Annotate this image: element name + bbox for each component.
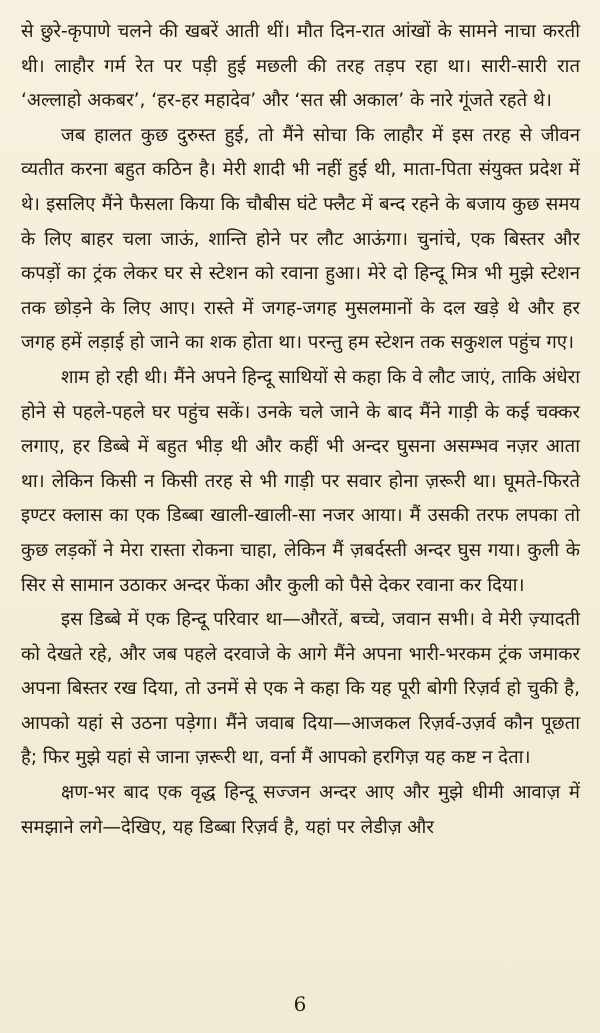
page-number: 6 [293,992,307,1016]
paragraph-5: क्षण-भर बाद एक वृद्ध हिन्दू सज्जन अन्दर आए और मुझे धीमी आवाज़ में समझाने लगे—देखिए, यह डिब्बा रिज़र्व है, यहां पर लेडीज़ और [21,782,580,838]
paragraph-2: जब हालत कुछ दुरुस्त हुई, तो मैंने सोचा कि लाहौर में इस तरह से जीवन व्यतीत करना बहुत कठिन है। मेरी शादी भी नहीं हुई थी, माता-पिता संयुक्त प्रदेश में थे। इसलिए मैंने फैसला किया कि चौबीस घंटे फ्लैट में बन्द रहने के बजाय कुछ समय के लिए बाहर चला जाऊं, शान्ति होने पर लौट आऊंगा। चुनांचे, एक बिस्तर और कपड़ों का ट्रंक लेकर घर से स्टेशन को रवाना हुआ। मेरे दो हिन्दू मित्र भी मुझे स्टेशन तक छोड़ने के लिए आए। रास्ते में जगह-जगह मुसलमानों के दल खड़े थे और हर जगह हमें लड़ाई हो जाने का शक होता था। परन्तु हम स्टेशन तक सकुशल पहुंच गए। [21,124,580,354]
paragraph-1: से छुरे-कृपाणे चलने की खबरें आती थीं। मौत दिन-रात आंखों के सामने नाचा करती थी। लाहौर गर्म रेत पर पड़ी हुई मछली की तरह तड़प रहा था। सारी-सारी रात ‘अल्लाहो अकबर’, ‘हर-हर महादेव’ और ‘सत स्री अकाल’ के नारे गूंजते रहते थे। [21,21,580,112]
paragraph-3: शाम हो रही थी। मैंने अपने हिन्दू साथियों से कहा कि वे लौट जाएं, ताकि अंधेरा होने से पहले-पहले घर पहुंच सकें। उनके चले जाने के बाद मैंने गाड़ी के कई चक्कर लगाए, हर डिब्बे में बहुत भीड़ थी और कहीं भी अन्दर घुसना असम्भव नज़र आता था। लेकिन किसी न किसी तरह से भी गाड़ी पर सवार होना ज़रूरी था। घूमते-फिरते इण्टर क्लास का एक डिब्बा खाली-खाली-सा नजर आया। मैं उसकी तरफ लपका तो कुछ लड़कों ने मेरा रास्ता रोकना चाहा, लेकिन मैं ज़बर्दस्ती अन्दर घुस गया। कुली के सिर से सामान उठाकर अन्दर फेंका और कुली को पैसे देकर रवाना कर दिया। [21,366,580,596]
paragraph-4: इस डिब्बे में एक हिन्दू परिवार था—औरतें, बच्चे, जवान सभी। वे मेरी ज़्यादती को देखते रहे, और जब पहले दरवाजे के आगे मैंने अपना भारी-भरकम ट्रंक जमाकर अपना बिस्तर रख दिया, तो उनमें से एक ने कहा कि यह पूरी बोगी रिज़र्व हो चुकी है, आपको यहां से उठना पड़ेगा। मैंने जवाब दिया—आजकल रिज़र्व-उज़र्व कौन पूछता है; फिर मुझे यहां से जाना ज़रूरी था, वर्ना मैं आपको हरगिज़ यह कष्ट न देता। [21,609,580,769]
